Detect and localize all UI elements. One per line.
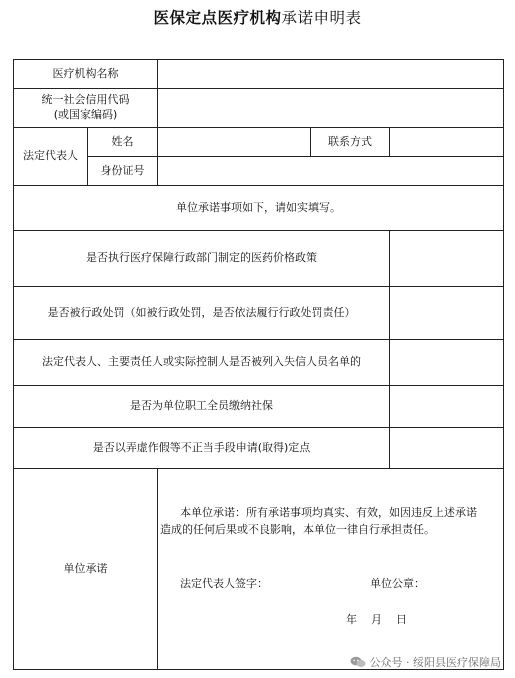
question-social-insurance: 是否为单位职工全员缴纳社保 (13, 385, 390, 428)
legal-rep-label: 法定代表人 (13, 127, 88, 186)
unit-commitment-label: 单位承诺 (13, 468, 158, 670)
title-main: 医保定点医疗机构 (153, 9, 282, 27)
wechat-icon (350, 656, 366, 668)
answer-social-insurance[interactable] (389, 385, 504, 428)
question-dishonest-list: 法定代表人、主要责任人或实际控制人是否被列入失信人员名单的 (13, 339, 390, 386)
legal-signature-label: 法定代表人签字： (180, 577, 268, 590)
answer-dishonest-list[interactable] (389, 339, 504, 386)
name-field[interactable] (157, 127, 311, 157)
question-price-policy: 是否执行医疗保障行政部门制定的医药价格政策 (13, 230, 390, 287)
unit-commitment-box (157, 468, 504, 670)
answer-admin-penalty[interactable] (389, 286, 504, 340)
contact-field[interactable] (389, 127, 504, 157)
answer-fraud[interactable] (389, 427, 504, 469)
institution-name-field[interactable] (157, 59, 504, 89)
watermark-text: 公众号 · 绥阳县医疗保障局 (369, 656, 501, 669)
institution-name-label: 医疗机构名称 (13, 59, 158, 89)
watermark (350, 654, 502, 670)
question-fraud: 是否以弄虚作假等不正当手段申请(取得)定点 (13, 427, 390, 469)
contact-label: 联系方式 (310, 127, 390, 157)
title-sub: 承诺申明表 (281, 9, 362, 27)
question-admin-penalty: 是否被行政处罚（如被行政处罚，是否依法履行行政处罚责任） (13, 286, 390, 340)
credit-code-field[interactable] (157, 88, 504, 128)
id-field[interactable] (157, 156, 504, 186)
unit-seal-label: 单位公章： (370, 577, 425, 590)
name-label: 姓名 (87, 127, 158, 157)
id-label: 身份证号 (87, 156, 158, 186)
commitment-text-line2: 造成的任何后果或不良影响，本单位一律自行承担责任。 (160, 523, 435, 536)
credit-code-label-line1: 统一社会信用代码 (41, 93, 130, 107)
page-title (0, 6, 515, 28)
credit-code-label-line2: (或国家编码) (53, 108, 118, 121)
commitment-text-line1: 本单位承诺：所有承诺事项均真实、有效，如因违反上述承诺 (180, 506, 477, 519)
credit-code-label (13, 88, 158, 128)
date-line: 年 月 日 (346, 613, 407, 626)
answer-price-policy[interactable] (389, 230, 504, 287)
commitment-header: 单位承诺事项如下，请如实填写。 (13, 185, 504, 231)
